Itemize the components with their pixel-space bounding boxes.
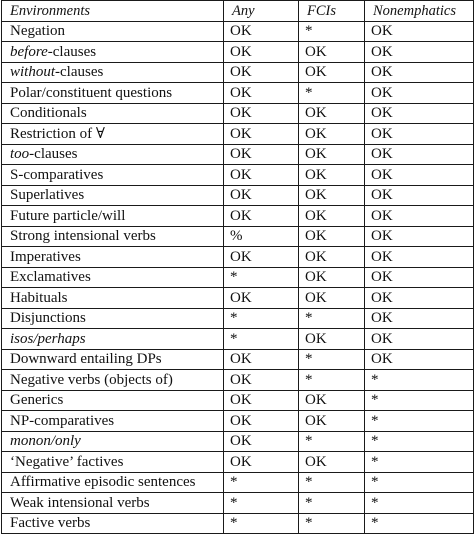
table-row <box>2 206 474 227</box>
table-row <box>2 103 474 124</box>
fcis-cell: * <box>299 472 365 493</box>
environment-label: Habituals <box>10 289 68 306</box>
table-row <box>2 288 474 309</box>
environment-label: Imperatives <box>10 248 81 265</box>
environment-suffix: -clauses <box>47 43 97 60</box>
fcis-cell: * <box>299 431 365 452</box>
any-cell: OK <box>224 452 299 473</box>
environment-cell <box>2 206 224 227</box>
environment-label: Negation <box>10 23 65 40</box>
environment-cell <box>2 247 224 268</box>
environment-label: Affirmative episodic sentences <box>10 474 196 491</box>
fcis-cell: OK <box>299 206 365 227</box>
nonemphatics-cell: OK <box>365 124 474 145</box>
any-cell: OK <box>224 370 299 391</box>
any-cell: OK <box>224 21 299 42</box>
table-row <box>2 349 474 370</box>
table-row <box>2 513 474 534</box>
environment-label: Negative verbs (objects of) <box>10 371 173 388</box>
header-row <box>2 1 474 22</box>
environment-label: Exclamatives <box>10 269 91 286</box>
environment-cell <box>2 226 224 247</box>
nonemphatics-cell: OK <box>365 226 474 247</box>
fcis-cell: OK <box>299 267 365 288</box>
any-cell: * <box>224 267 299 288</box>
nonemphatics-cell: OK <box>365 185 474 206</box>
fcis-cell: * <box>299 349 365 370</box>
header-nonemphatics: Nonemphatics <box>365 1 474 22</box>
environment-cell <box>2 513 224 534</box>
table-body <box>2 21 474 534</box>
nonemphatics-cell: OK <box>365 165 474 186</box>
environment-cell <box>2 411 224 432</box>
any-cell: OK <box>224 165 299 186</box>
any-cell: OK <box>224 288 299 309</box>
table-row <box>2 62 474 83</box>
table-row <box>2 83 474 104</box>
environment-cell <box>2 83 224 104</box>
environment-label: without <box>10 64 56 81</box>
environment-label: too <box>10 146 30 163</box>
table-row <box>2 472 474 493</box>
nonemphatics-cell: * <box>365 513 474 534</box>
environment-label: Strong intensional verbs <box>10 228 156 245</box>
fcis-cell: OK <box>299 62 365 83</box>
table-row <box>2 226 474 247</box>
any-cell: OK <box>224 62 299 83</box>
any-cell: OK <box>224 411 299 432</box>
environment-cell <box>2 370 224 391</box>
fcis-cell: OK <box>299 124 365 145</box>
fcis-cell: OK <box>299 165 365 186</box>
environment-cell <box>2 103 224 124</box>
environment-cell <box>2 62 224 83</box>
environment-cell <box>2 452 224 473</box>
environment-cell <box>2 144 224 165</box>
nonemphatics-cell: * <box>365 472 474 493</box>
environment-label: S-comparatives <box>10 166 104 183</box>
any-cell: OK <box>224 42 299 63</box>
nonemphatics-cell: * <box>365 390 474 411</box>
nonemphatics-cell: * <box>365 452 474 473</box>
table-row <box>2 42 474 63</box>
environment-suffix: -clauses <box>55 64 104 81</box>
environment-label: Factive verbs <box>10 515 91 532</box>
table-row <box>2 267 474 288</box>
fcis-cell: OK <box>299 288 365 309</box>
nonemphatics-cell: OK <box>365 144 474 165</box>
any-cell: * <box>224 513 299 534</box>
any-cell: * <box>224 472 299 493</box>
environment-cell <box>2 21 224 42</box>
environment-label: Weak intensional verbs <box>10 494 150 511</box>
any-cell: * <box>224 493 299 514</box>
nonemphatics-cell: * <box>365 493 474 514</box>
nonemphatics-cell: OK <box>365 42 474 63</box>
environment-cell <box>2 329 224 350</box>
environment-label: Polar/constituent questions <box>10 84 173 101</box>
nonemphatics-cell: * <box>365 411 474 432</box>
environment-cell <box>2 165 224 186</box>
table-row <box>2 165 474 186</box>
fcis-cell: * <box>299 493 365 514</box>
table-row <box>2 124 474 145</box>
table-row <box>2 308 474 329</box>
any-cell: OK <box>224 390 299 411</box>
environment-cell <box>2 267 224 288</box>
any-cell: OK <box>224 185 299 206</box>
fcis-cell: OK <box>299 390 365 411</box>
table-row <box>2 431 474 452</box>
fcis-cell: * <box>299 83 365 104</box>
fcis-cell: OK <box>299 144 365 165</box>
nonemphatics-cell: OK <box>365 103 474 124</box>
table-row <box>2 370 474 391</box>
environment-label: Restriction of ∀ <box>10 125 105 142</box>
table-row <box>2 185 474 206</box>
any-cell: OK <box>224 431 299 452</box>
nonemphatics-cell: OK <box>365 267 474 288</box>
any-cell: * <box>224 329 299 350</box>
environment-cell <box>2 349 224 370</box>
environment-cell <box>2 308 224 329</box>
nonemphatics-cell: * <box>365 431 474 452</box>
fcis-cell: OK <box>299 247 365 268</box>
nonemphatics-cell: OK <box>365 329 474 350</box>
environment-label: Downward entailing DPs <box>10 351 162 368</box>
environment-cell <box>2 288 224 309</box>
environment-label: before <box>10 43 48 60</box>
fcis-cell: OK <box>299 185 365 206</box>
environment-label: Disjunctions <box>10 310 86 327</box>
fcis-cell: OK <box>299 411 365 432</box>
table-row <box>2 329 474 350</box>
table-row <box>2 247 474 268</box>
any-cell: * <box>224 308 299 329</box>
environment-cell <box>2 472 224 493</box>
fcis-cell: * <box>299 513 365 534</box>
table-row <box>2 411 474 432</box>
table-row <box>2 21 474 42</box>
any-cell: OK <box>224 349 299 370</box>
any-cell: OK <box>224 247 299 268</box>
nonemphatics-cell: OK <box>365 21 474 42</box>
any-cell: OK <box>224 83 299 104</box>
fcis-cell: OK <box>299 42 365 63</box>
environment-cell <box>2 185 224 206</box>
fcis-cell: OK <box>299 452 365 473</box>
environment-cell <box>2 390 224 411</box>
environment-label: Conditionals <box>10 105 87 122</box>
environment-label: ‘Negative’ factives <box>10 453 124 470</box>
fcis-cell: * <box>299 21 365 42</box>
header-fcis: FCIs <box>299 1 365 22</box>
any-cell: % <box>224 226 299 247</box>
any-cell: OK <box>224 124 299 145</box>
fcis-cell: OK <box>299 226 365 247</box>
nonemphatics-cell: OK <box>365 349 474 370</box>
fcis-cell: OK <box>299 329 365 350</box>
nonemphatics-cell: OK <box>365 206 474 227</box>
environment-cell <box>2 42 224 63</box>
nonemphatics-cell: OK <box>365 308 474 329</box>
environment-cell <box>2 431 224 452</box>
nonemphatics-cell: OK <box>365 288 474 309</box>
fcis-cell: * <box>299 308 365 329</box>
fcis-cell: OK <box>299 103 365 124</box>
environment-cell <box>2 124 224 145</box>
environment-label: Generics <box>10 392 64 409</box>
header-any: Any <box>224 1 299 22</box>
nonemphatics-cell: OK <box>365 247 474 268</box>
environment-label: Future particle/will <box>10 207 126 224</box>
fcis-cell: * <box>299 370 365 391</box>
nonemphatics-cell: * <box>365 370 474 391</box>
environment-cell <box>2 493 224 514</box>
environment-label: isos/perhaps <box>10 330 86 347</box>
licensing-environments-table <box>1 0 474 534</box>
environment-label: Superlatives <box>10 187 85 204</box>
any-cell: OK <box>224 144 299 165</box>
environment-label: monon/only <box>10 433 81 450</box>
any-cell: OK <box>224 103 299 124</box>
nonemphatics-cell: OK <box>365 62 474 83</box>
table-row <box>2 144 474 165</box>
table-row <box>2 452 474 473</box>
table-row <box>2 493 474 514</box>
environment-label: NP-comparatives <box>10 412 115 429</box>
nonemphatics-cell: OK <box>365 83 474 104</box>
table-row <box>2 390 474 411</box>
environment-suffix: -clauses <box>29 146 78 163</box>
any-cell: OK <box>224 206 299 227</box>
header-environments: Environments <box>2 1 224 22</box>
